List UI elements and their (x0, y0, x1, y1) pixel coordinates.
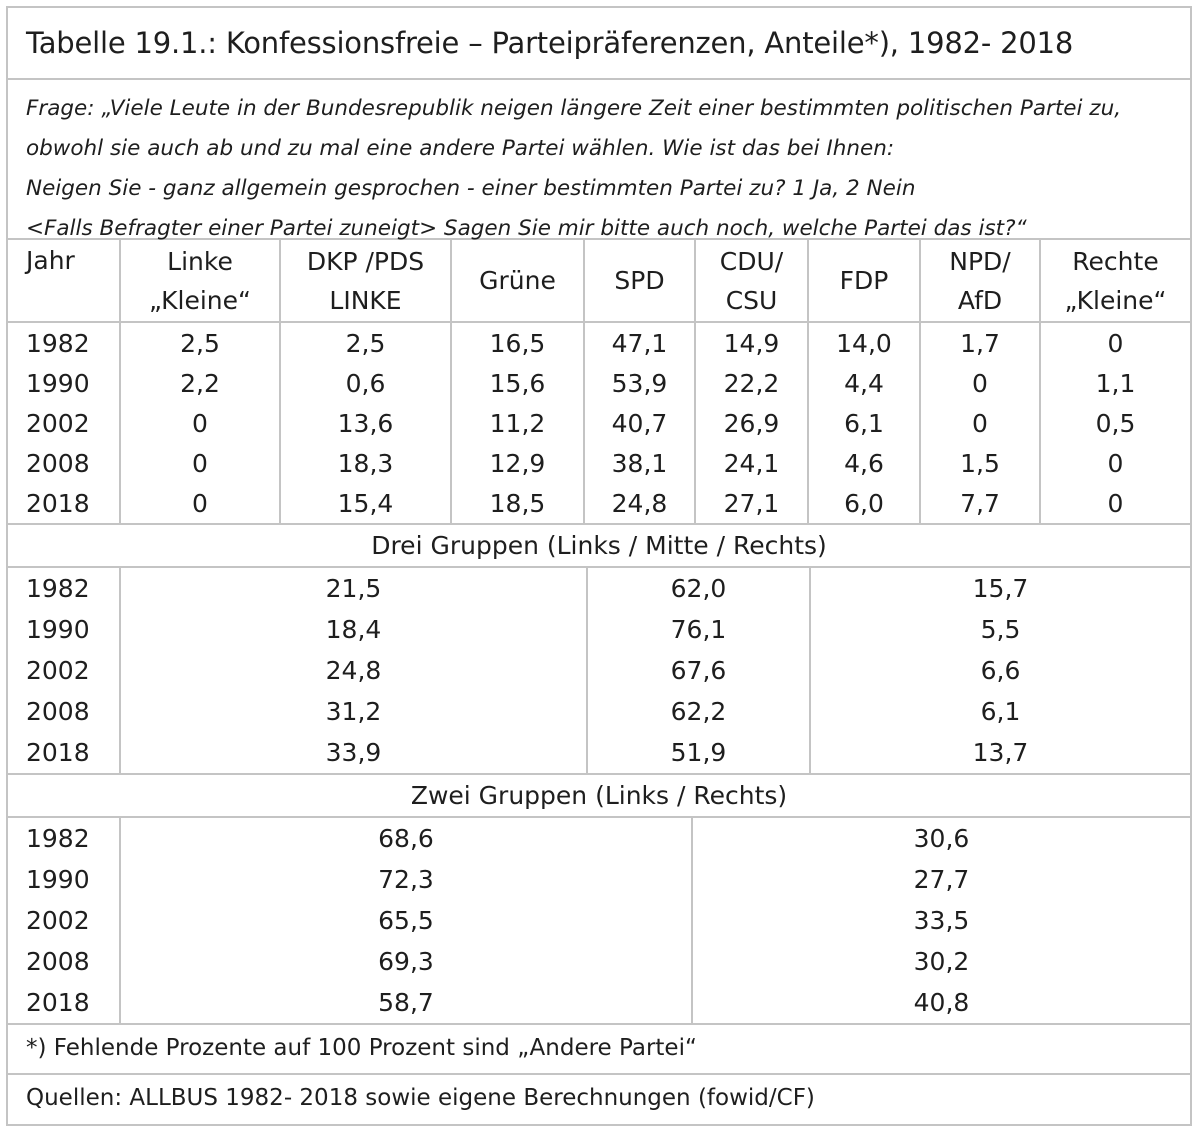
value-cell: 2,5 (280, 322, 451, 363)
three-groups-table (8, 525, 1190, 568)
value-cell: 6,0 (808, 483, 920, 524)
year-cell: 2002 (8, 900, 120, 941)
year-cell: 1982 (8, 322, 120, 363)
value-cell: 0 (920, 363, 1040, 403)
two-groups-table (8, 775, 1190, 818)
two-groups-row (8, 859, 1190, 900)
year-cell: 2002 (8, 650, 120, 691)
header-line: Linke (167, 246, 233, 276)
value-cell: 0,5 (1095, 408, 1136, 438)
value-cell: 24,8 (584, 483, 695, 524)
header-line: CSU (725, 285, 778, 315)
value-cell: 4,4 (808, 363, 920, 403)
value-cell: 1,7 (920, 322, 1040, 363)
value-cell: 51,9 (587, 732, 810, 774)
value-cell: 13,6 (280, 403, 451, 443)
source-line: Quellen: ALLBUS 1982- 2018 sowie eigene Berechnungen (fowid/CF) (26, 1085, 815, 1111)
value-cell: 15,7 (972, 574, 1029, 603)
value-cell: 22,2 (695, 363, 808, 403)
value-cell: 0,6 (280, 363, 451, 403)
value-cell: 13,7 (810, 732, 1190, 774)
section-heading-three-groups: Drei Gruppen (Links / Mitte / Rechts) (8, 525, 1190, 567)
value-cell: 4,6 (808, 443, 920, 483)
value-cell: 0 (920, 403, 1040, 443)
two-groups-row (8, 818, 1190, 859)
header-spd (584, 240, 695, 322)
value-cell: 0 (120, 483, 280, 524)
value-cell: 30,2 (913, 947, 970, 976)
header-line: „Kleine“ (149, 285, 251, 315)
value-cell: 72,3 (120, 859, 692, 900)
three-groups-row (8, 568, 1190, 609)
value-cell: 58,7 (120, 982, 692, 1024)
value-cell: 24,8 (120, 650, 587, 691)
header-dkp-pds-linke (280, 240, 451, 322)
value-cell: 12,9 (451, 443, 584, 483)
value-cell: 76,1 (587, 609, 810, 650)
header-line: CDU/ (719, 246, 784, 276)
party-row (8, 322, 1190, 363)
party-row (8, 363, 1190, 403)
value-cell: 11,2 (451, 403, 584, 443)
value-cell: 33,9 (120, 732, 587, 774)
two-groups-rows (8, 818, 1190, 1025)
value-cell: 53,9 (584, 363, 695, 403)
value-cell: 0 (1107, 328, 1124, 358)
value-cell: 24,1 (695, 443, 808, 483)
header-line: DKP /PDS (306, 246, 425, 276)
two-groups-row (8, 900, 1190, 941)
three-groups-row (8, 609, 1190, 650)
value-cell: 14,9 (695, 322, 808, 363)
value-cell: 0 (1040, 483, 1190, 524)
question-line: obwohl sie auch ab und zu mal eine andere Partei wählen. Wie ist das bei Ihnen: (26, 136, 895, 161)
three-groups-rows (8, 568, 1190, 775)
header-rechte-kleine (1040, 240, 1190, 322)
party-row (8, 443, 1190, 483)
value-cell: 16,5 (451, 322, 584, 363)
header-line: NPD/ (949, 246, 1011, 276)
value-cell: 15,4 (280, 483, 451, 524)
header-line: Grüne (479, 266, 556, 295)
value-cell: 18,4 (120, 609, 587, 650)
value-cell: 0 (1107, 448, 1124, 478)
value-cell: 27,7 (913, 865, 970, 894)
header-gruene (451, 240, 584, 322)
header-linke-kleine (120, 240, 280, 322)
question-line: Neigen Sie - ganz allgemein gesprochen - einer bestimmten Partei zu? 1 Ja, 2 Nein (26, 176, 916, 201)
value-cell: 27,1 (695, 483, 808, 524)
header-cdu-csu (695, 240, 808, 322)
value-cell: 69,3 (120, 941, 692, 982)
value-cell: 2,2 (120, 363, 280, 403)
two-groups-row (8, 941, 1190, 982)
year-cell: 2008 (8, 691, 120, 732)
header-line: AfD (957, 285, 1003, 315)
value-cell: 21,5 (120, 568, 587, 609)
header-fdp (808, 240, 920, 322)
value-cell: 26,9 (695, 403, 808, 443)
year-cell: 2018 (8, 982, 120, 1024)
table-title: Tabelle 19.1.: Konfessionsfreie – Parteipräferenzen, Anteile*), 1982- 2018 (8, 8, 1190, 80)
value-cell: 62,0 (587, 568, 810, 609)
year-cell: 2018 (8, 732, 120, 774)
value-cell: 62,2 (587, 691, 810, 732)
value-cell: 18,5 (451, 483, 584, 524)
three-groups-row (8, 650, 1190, 691)
value-cell: 33,5 (913, 906, 970, 935)
value-cell: 40,7 (584, 403, 695, 443)
value-cell: 1,5 (920, 443, 1040, 483)
question-line: <Falls Befragter einer Partei zuneigt> Sagen Sie mir bitte auch noch, welche Partei das ist?“ (26, 216, 1027, 241)
party-header-row (8, 240, 1190, 322)
value-cell: 6,1 (808, 403, 920, 443)
value-cell: 31,2 (120, 691, 587, 732)
value-cell: 68,6 (120, 818, 692, 859)
year-cell: 1990 (8, 859, 120, 900)
value-cell: 1,1 (1095, 368, 1136, 398)
value-cell: 18,3 (280, 443, 451, 483)
value-cell: 7,7 (920, 483, 1040, 524)
year-cell: 2002 (8, 403, 120, 443)
header-line: „Kleine“ (1064, 285, 1167, 315)
value-cell: 5,5 (980, 615, 1021, 644)
value-cell: 2,5 (120, 322, 280, 363)
party-row (8, 483, 1190, 524)
header-npd-afd (920, 240, 1040, 322)
value-cell: 65,5 (120, 900, 692, 941)
value-cell: 0 (120, 403, 280, 443)
party-row (8, 403, 1190, 443)
header-line: Rechte (1072, 246, 1159, 276)
value-cell: 38,1 (584, 443, 695, 483)
header-line: LINKE (329, 285, 402, 315)
header-line: SPD (614, 266, 665, 295)
value-cell: 0 (120, 443, 280, 483)
survey-question (8, 80, 1190, 240)
value-cell: 6,1 (980, 697, 1021, 726)
value-cell: 6,6 (980, 656, 1021, 685)
value-cell: 67,6 (587, 650, 810, 691)
year-cell: 2008 (8, 941, 120, 982)
footnote: *) Fehlende Prozente auf 100 Prozent sind „Andere Partei“ (8, 1025, 1190, 1075)
party-table (8, 240, 1190, 525)
question-line: Frage: „Viele Leute in der Bundesrepublik neigen längere Zeit einer bestimmten politischen Partei zu, (26, 96, 1122, 121)
value-cell: 40,8 (692, 982, 1190, 1024)
section-heading-two-groups: Zwei Gruppen (Links / Rechts) (8, 775, 1190, 817)
year-cell: 1982 (8, 818, 120, 859)
header-jahr: Jahr (8, 240, 120, 322)
year-cell: 2018 (8, 483, 120, 524)
year-cell: 1990 (8, 363, 120, 403)
value-cell: 15,6 (451, 363, 584, 403)
table-figure (6, 6, 1192, 1126)
header-line: FDP (839, 266, 889, 295)
value-cell: 14,0 (808, 322, 920, 363)
two-groups-row (8, 982, 1190, 1024)
value-cell: 30,6 (913, 824, 970, 853)
value-cell: 47,1 (584, 322, 695, 363)
year-cell: 1990 (8, 609, 120, 650)
three-groups-row (8, 732, 1190, 774)
year-cell: 2008 (8, 443, 120, 483)
year-cell: 1982 (8, 568, 120, 609)
three-groups-row (8, 691, 1190, 732)
